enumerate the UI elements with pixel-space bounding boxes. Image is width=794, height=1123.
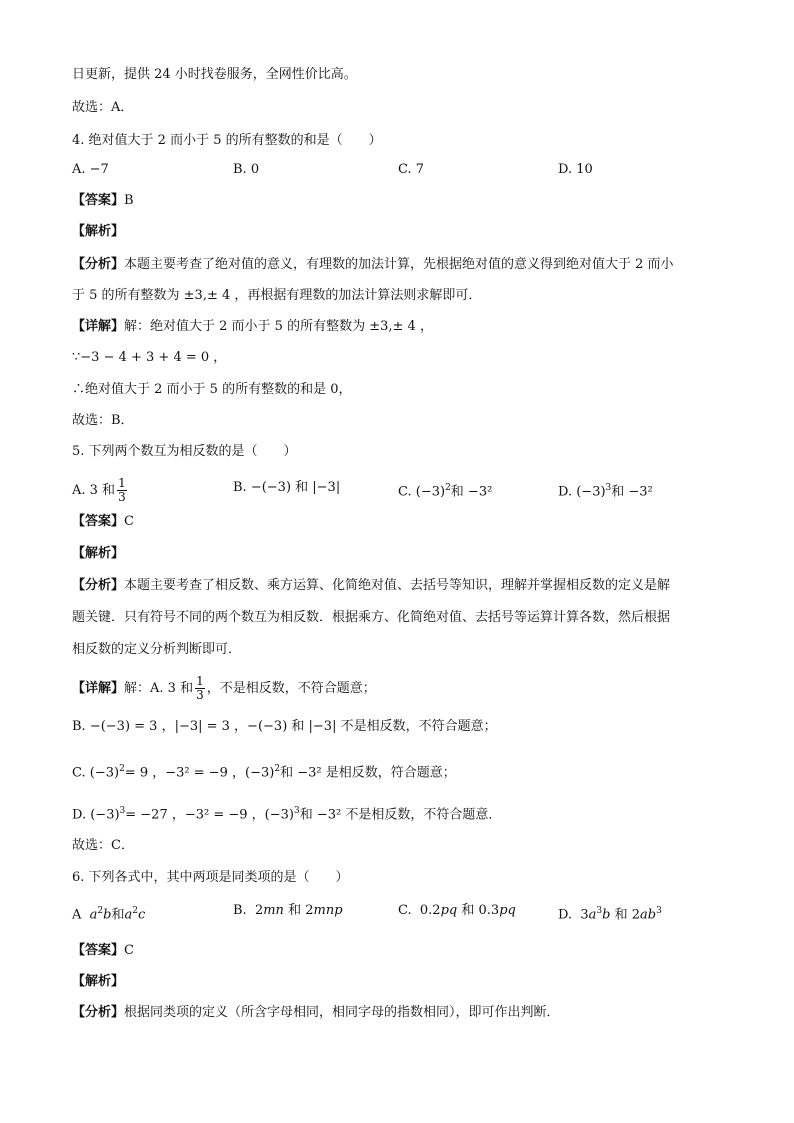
fenxi-tag: 【分析】 [72,1005,125,1020]
text-line: B. −(−3) = 3 ，|−3| = 3 ，−(−3) 和 |−3| 不是相反数，不符合题意； [72,719,497,734]
analysis-tag: 【解析】 [72,974,125,989]
text-line [72,759,456,783]
fenxi-tag: 【分析】 [72,257,125,272]
q4-option-b: B. 0 [233,162,260,177]
q5-option-d [558,478,653,502]
answer-line [72,191,134,211]
text-line: 相反数的定义分析判断即可． [72,642,242,657]
q6-option-c: C. 0.2pq 和 0.3pq [398,903,516,918]
text-line: 题关键．只有符号不同的两个数互为相反数．根据乘方、化简绝对值、去括号等运算计算各数，然后根据 [72,610,671,625]
xiangjie-text: ，不是相反数，不符合题意； [206,681,376,696]
xiangjie-tag: 【详解】 [72,319,125,334]
exponent: 3 [119,806,126,816]
q4-option-d: D. 10 [558,162,593,177]
option-text: A. 3 和 [72,483,116,498]
exponent: 3 [596,906,603,916]
option-letter: C. [398,903,412,918]
q4-option-c: C. 7 [398,162,425,177]
fraction [117,477,127,504]
math-text: 和 −3² 不是相反数，不符合题意． [299,807,502,823]
option-letter: D. [558,907,573,923]
exponent: 2 [97,906,104,916]
fenxi-line [72,576,670,596]
fenxi-line [72,1003,560,1023]
answer-value: C [124,514,134,529]
option-text: 和 [288,903,302,918]
answer-tag: 【答案】 [72,943,125,958]
option-text: 和 [614,907,628,923]
fenxi-text: 本题主要考查了相反数、乘方运算、化简绝对值、去括号等知识，理解并掌握相反数的定义是解 [124,578,671,593]
math-text: = 9 ，−3² = −9 ，(−3) [124,765,275,781]
text-line: ∴绝对值大于 2 而小于 5 的所有整数的和是 0， [72,382,352,397]
q5-option-a [72,477,129,504]
option-text: 和 −3² [611,484,653,500]
fenxi-line [72,255,674,275]
math-text: C. (−3) [72,765,120,781]
exponent: 2 [445,483,451,493]
xiangjie-tag: 【详解】 [72,681,125,696]
math-text: = −27 ，−3² = −9 ，(−3) [125,807,294,823]
fraction-denominator: 3 [196,688,204,702]
analysis-tag: 【解析】 [72,546,125,561]
fraction-numerator: 1 [118,476,126,490]
answer-value: B [124,193,134,208]
exponent: 3 [656,906,662,916]
fenxi-tag: 【分析】 [72,578,125,593]
option-text: C. (−3) [398,484,446,500]
answer-tag: 【答案】 [72,193,125,208]
q4-option-a: A. −7 [72,162,109,177]
text-line: 故选：A． [72,100,134,115]
answer-line [72,941,134,961]
text-line: 故选：C． [72,838,134,853]
text-line: 日更新，提供 24 小时找卷服务，全网性价比高。 [72,67,357,82]
exponent: 3 [294,806,300,816]
option-text: 和 [461,903,475,918]
answer-line [72,512,134,532]
exponent: 2 [132,906,138,916]
q6-option-d: D. $3a^3b$ 和 $2ab^3$ [558,906,662,923]
text-line: ∵−3 − 4 + 3 + 4 = 0 ， [72,350,227,365]
exponent: 3 [605,483,612,493]
fenxi-text: 本题主要考查了绝对值的意义，有理数的加法计算，先根据绝对值的意义得到绝对值大于 2 而小 [124,257,674,272]
fraction-denominator: 3 [118,490,126,504]
exponent: 2 [274,764,281,774]
question-5: 5. 下列两个数互为相反数的是（ ） [72,444,297,459]
exponent: 2 [119,764,125,774]
text-line: 故选：B． [72,413,134,428]
xiangjie-text: 解：A. 3 和 [124,681,194,696]
option-text: D. (−3) [558,484,606,500]
option-letter: A [72,907,82,923]
analysis-tag: 【解析】 [72,224,125,239]
text-line [72,801,501,825]
math-text: 和 −3² 是相反数，符合题意； [280,765,456,781]
text-line: 于 5 的所有整数为 ±3,± 4 ，再根据有理数的加法计算法则求解即可． [72,288,482,303]
option-letter: B. [233,903,247,918]
xiangjie-line [72,317,433,337]
option-text: 和 −3² [450,484,493,500]
xiangjie-line [72,675,376,702]
fenxi-text: 根据同类项的定义（所含字母相同，相同字母的指数相同），即可作出判断． [124,1005,560,1020]
fraction [195,675,205,702]
fraction-numerator: 1 [196,674,204,688]
answer-value: C [124,943,134,958]
question-6: 6. 下列各式中，其中两项是同类项的是（ ） [72,870,349,885]
xiangjie-text: 解：绝对值大于 2 而小于 5 的所有整数为 ±3,± 4 ， [124,319,433,334]
q5-option-c [398,478,492,502]
q6-option-a: A $a^2b$和$a^2c$ [72,906,146,923]
math-text: D. (−3) [72,807,120,823]
option-text: 和 [111,907,125,923]
q5-option-b: B. −(−3) 和 |−3| [233,480,341,495]
question-4: 4. 绝对值大于 2 而小于 5 的所有整数的和是（ ） [72,133,382,148]
q6-option-b: B. 2mn 和 2mnp [233,903,343,918]
answer-tag: 【答案】 [72,514,125,529]
